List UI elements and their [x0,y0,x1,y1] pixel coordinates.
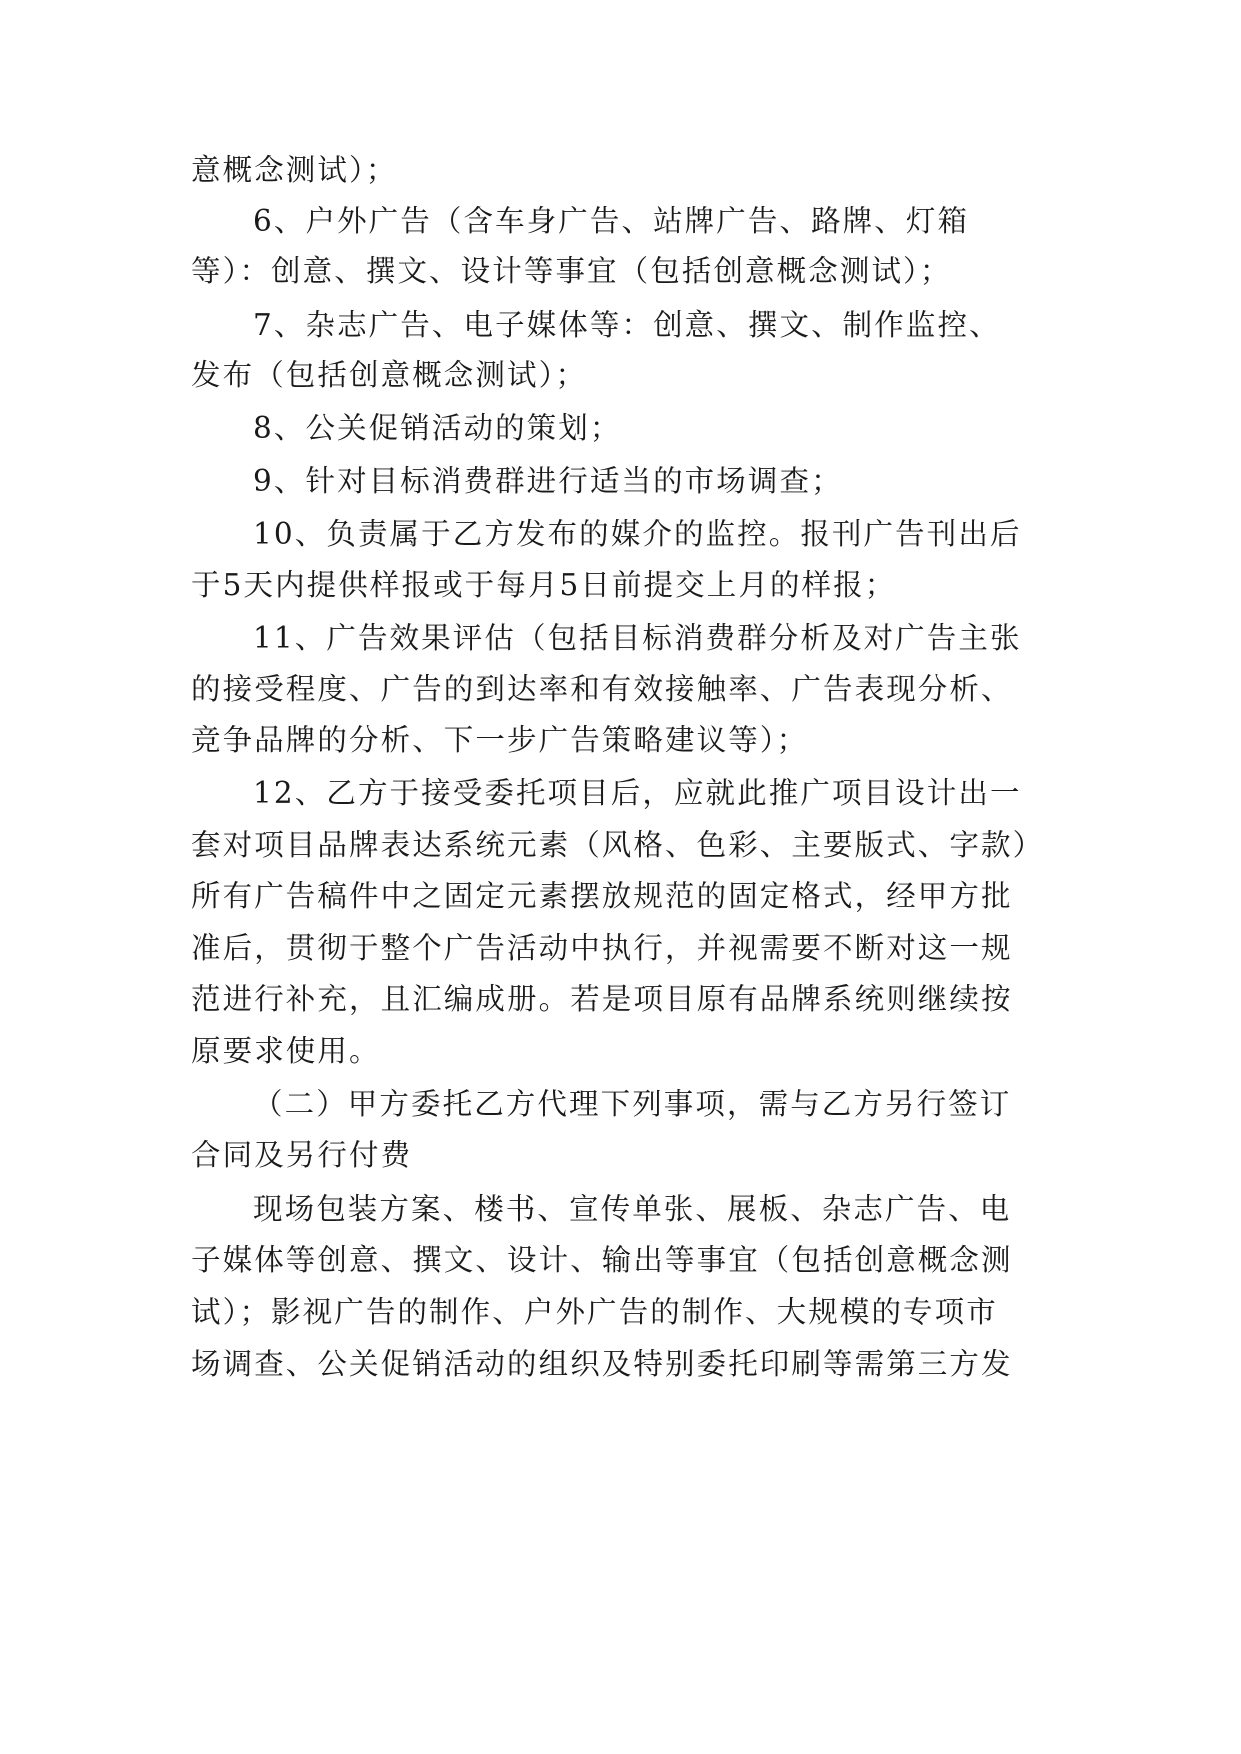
text-line: 意概念测试）； [191,153,398,187]
text-line: 竞争品牌的分析、下一步广告策略建议等）； [191,723,809,757]
text-line: 7、杂志广告、电子媒体等：创意、撰文、制作监控、 [253,308,1001,342]
text-line: 的接受程度、广告的到达率和有效接触率、广告表现分析、 [191,672,1013,706]
text-line: 现场包装方案、楼书、宣传单张、展板、杂志广告、电 [253,1192,1012,1226]
text-line: 11、广告效果评估（包括目标消费群分析及对广告主张 [253,621,1022,655]
text-line: 所有广告稿件中之固定元素摆放规范的固定格式，经甲方批 [191,879,1013,913]
text-line: 12、乙方于接受委托项目后，应就此推广项目设计出一 [253,776,1022,810]
text-line: 10、负责属于乙方发布的媒介的监控。报刊广告刊出后 [253,517,1022,551]
text-line: 场调查、公关促销活动的组织及特别委托印刷等需第三方发 [191,1347,1013,1381]
text-line: （二）甲方委托乙方代理下列事项，需与乙方另行签订 [253,1087,1012,1121]
text-line: 6、户外广告（含车身广告、站牌广告、路牌、灯箱 [253,204,970,238]
text-line: 原要求使用。 [191,1034,381,1068]
text-line: 套对项目品牌表达系统元素（风格、色彩、主要版式、字款） [191,828,1045,862]
text-line: 合同及另行付费 [191,1138,413,1172]
text-line: 等）：创意、撰文、设计等事宜（包括创意概念测试）； [191,254,952,288]
text-line: 试）；影视广告的制作、户外广告的制作、大规模的专项市 [191,1295,998,1329]
text-line: 9、针对目标消费群进行适当的市场调查； [253,464,843,498]
text-line: 发布（包括创意概念测试）； [191,358,588,392]
text-line: 于5天内提供样报或于每月5日前提交上月的样报； [191,568,897,602]
text-line: 8、公关促销活动的策划； [253,411,622,445]
text-line: 准后，贯彻于整个广告活动中执行，并视需要不断对这一规 [191,931,1013,965]
text-line: 子媒体等创意、撰文、设计、输出等事宜（包括创意概念测 [191,1243,1013,1277]
text-line: 范进行补充，且汇编成册。若是项目原有品牌系统则继续按 [191,982,1013,1016]
